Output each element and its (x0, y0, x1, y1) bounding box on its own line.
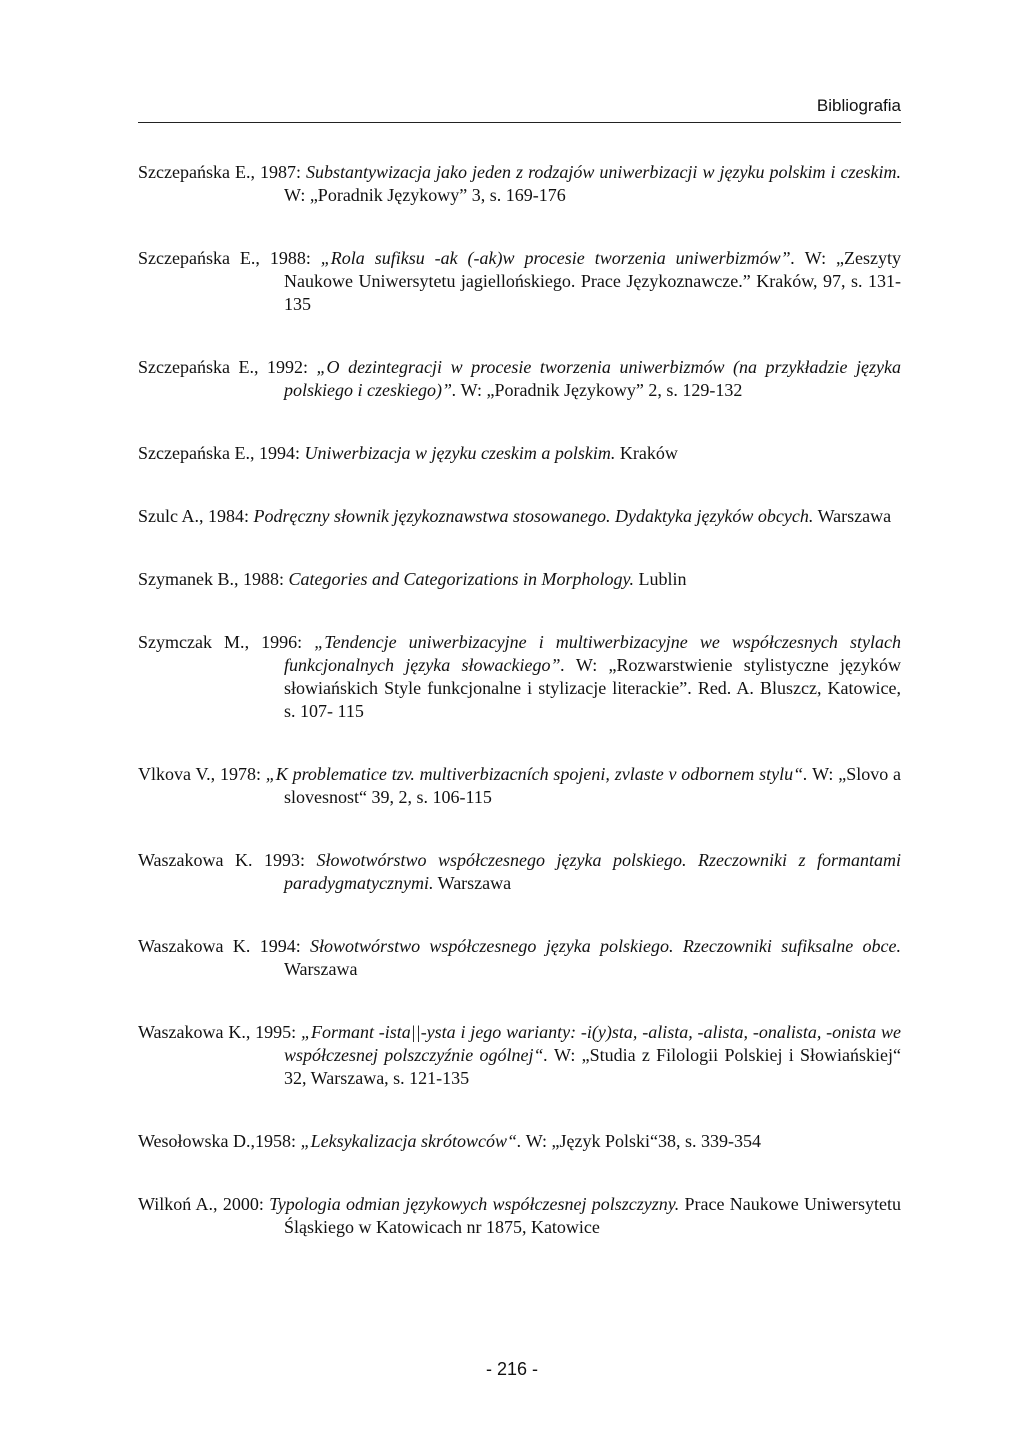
running-header (138, 96, 901, 123)
entry-year: ,1958: (250, 1131, 301, 1151)
entry-year: , 1988: (255, 248, 321, 268)
entry-publication: Prace Naukowe Uniwersytetu Śląskiego w Katowicach nr 1875, Katowice (284, 1194, 901, 1237)
entry-title: Typologia odmian językowych współczesnej polszczyzny. (269, 1194, 680, 1214)
entry-author: Vlkova V. (138, 764, 211, 784)
entry-year: , 1995: (245, 1022, 301, 1042)
bibliography-entry (138, 161, 901, 207)
entry-publication: W: „Zeszyty Naukowe Uniwersytetu jagiellońskiego. Prace Językoznawcze.” Kraków, 97, s. 131-135 (284, 248, 902, 314)
entry-year: , 1987: (250, 162, 307, 182)
entry-year: 1993: (252, 850, 317, 870)
entry-title: „K problematice tzv. multiverbizacních spojeni, zvlaste v odbornem stylu“. (265, 764, 808, 784)
entry-author: Wesołowska D. (138, 1131, 251, 1151)
entry-title: „Formant -ista||-ysta i jego warianty: -i(y)sta, -alista, -alista, -onalista, -onista we współczesnej polszczyźnie ogólnej“. (284, 1022, 901, 1065)
entry-publication: W: „Język Polski“38, s. 339-354 (521, 1131, 762, 1151)
entry-year: , 1992: (253, 357, 317, 377)
entry-author: Szczepańska E. (138, 443, 250, 463)
entry-title: Substantywizacja jako jeden z rodzajów uniwerbizacji w języku polskim i czeskim. (306, 162, 901, 182)
entry-author: Waszakowa K. (138, 850, 253, 870)
entry-publication: W: „Poradnik Językowy” 3, s. 169-176 (284, 185, 566, 205)
entry-publication: W: „Poradnik Językowy” 2, s. 129-132 (456, 380, 743, 400)
entry-author: Wilkoń A. (138, 1194, 214, 1214)
entry-publication: Warszawa (433, 873, 512, 893)
entry-publication: Warszawa (284, 959, 358, 979)
bibliography-entry (138, 631, 901, 723)
entry-publication: Warszawa (813, 506, 892, 526)
bibliography-entry (138, 356, 901, 402)
bibliography-entry (138, 1193, 901, 1239)
bibliography-entry (138, 1021, 901, 1090)
entry-author: Waszakowa K. (138, 1022, 246, 1042)
page-footer (0, 1359, 1024, 1380)
entry-author: Szymczak M. (138, 632, 245, 652)
entry-title: „Leksykalizacja skrótowców“. (300, 1131, 522, 1151)
entry-year: , 1996: (244, 632, 315, 652)
entry-publication: Lublin (634, 569, 687, 589)
bibliography-entry (138, 442, 901, 465)
section-title: Bibliografia (816, 96, 901, 115)
bibliography-entry (138, 505, 901, 528)
entry-author: Szymanek B. (138, 569, 234, 589)
page-number: - 216 - (485, 1359, 539, 1379)
entry-year: , 1994: (249, 443, 305, 463)
entry-year: , 1984: (199, 506, 254, 526)
entry-title: Uniwerbizacja w języku czeskim a polskim. (304, 443, 616, 463)
bibliography-entry (138, 247, 901, 316)
bibliography-entry (138, 763, 901, 809)
entry-author: Szulc A. (138, 506, 199, 526)
entry-title: Słowotwórstwo współczesnego języka polskiego. Rzeczowniki sufiksalne obce. (310, 936, 901, 956)
entry-author: Szczepańska E. (138, 162, 251, 182)
bibliography-entry (138, 935, 901, 981)
entry-title: „Rola sufiksu -ak (-ak)w procesie tworzenia uniwerbizmów”. (320, 248, 796, 268)
entry-title: „Tendencje uniwerbizacyjne i multiwerbizacyjne we współczesnych stylach funkcjonalnych języka słowackiego”. (284, 632, 901, 675)
entry-title: Categories and Categorizations in Morphology. (288, 569, 635, 589)
entry-publication: Kraków (615, 443, 678, 463)
bibliography-list (138, 143, 901, 1279)
entry-title: Słowotwórstwo współczesnego języka polskiego. Rzeczowniki z formantami paradygmatycznymi. (284, 850, 901, 893)
entry-year: , 1988: (234, 569, 289, 589)
entry-publication: W: „Slovo a slovesnost“ 39, 2, s. 106-115 (284, 764, 901, 807)
entry-title: „O dezintegracji w procesie tworzenia uniwerbizmów (na przykładzie języka polskiego i czeskiego)”. (284, 357, 901, 400)
bibliography-entry (138, 1130, 901, 1153)
entry-year: , 1978: (210, 764, 266, 784)
bibliography-entry (138, 849, 901, 895)
entry-year: , 2000: (213, 1194, 270, 1214)
bibliography-entry (138, 568, 901, 591)
entry-publication: W: „Rozwarstwienie stylistyczne języków słowiańskich Style funkcjonalne i stylizacje literackie”. Red. A. Bluszcz, Katowice, s. 107- 115 (284, 655, 901, 721)
entry-title: Podręczny słownik językoznawstwa stosowanego. Dydaktyka języków obcych. (253, 506, 814, 526)
entry-author: Szczepańska E. (138, 357, 254, 377)
entry-publication: W: „Studia z Filologii Polskiej i Słowiańskiej“ 32, Warszawa, s. 121-135 (284, 1045, 901, 1088)
entry-author: Waszakowa K. (138, 936, 251, 956)
entry-author: Szczepańska E. (138, 248, 256, 268)
entry-year: 1994: (250, 936, 311, 956)
